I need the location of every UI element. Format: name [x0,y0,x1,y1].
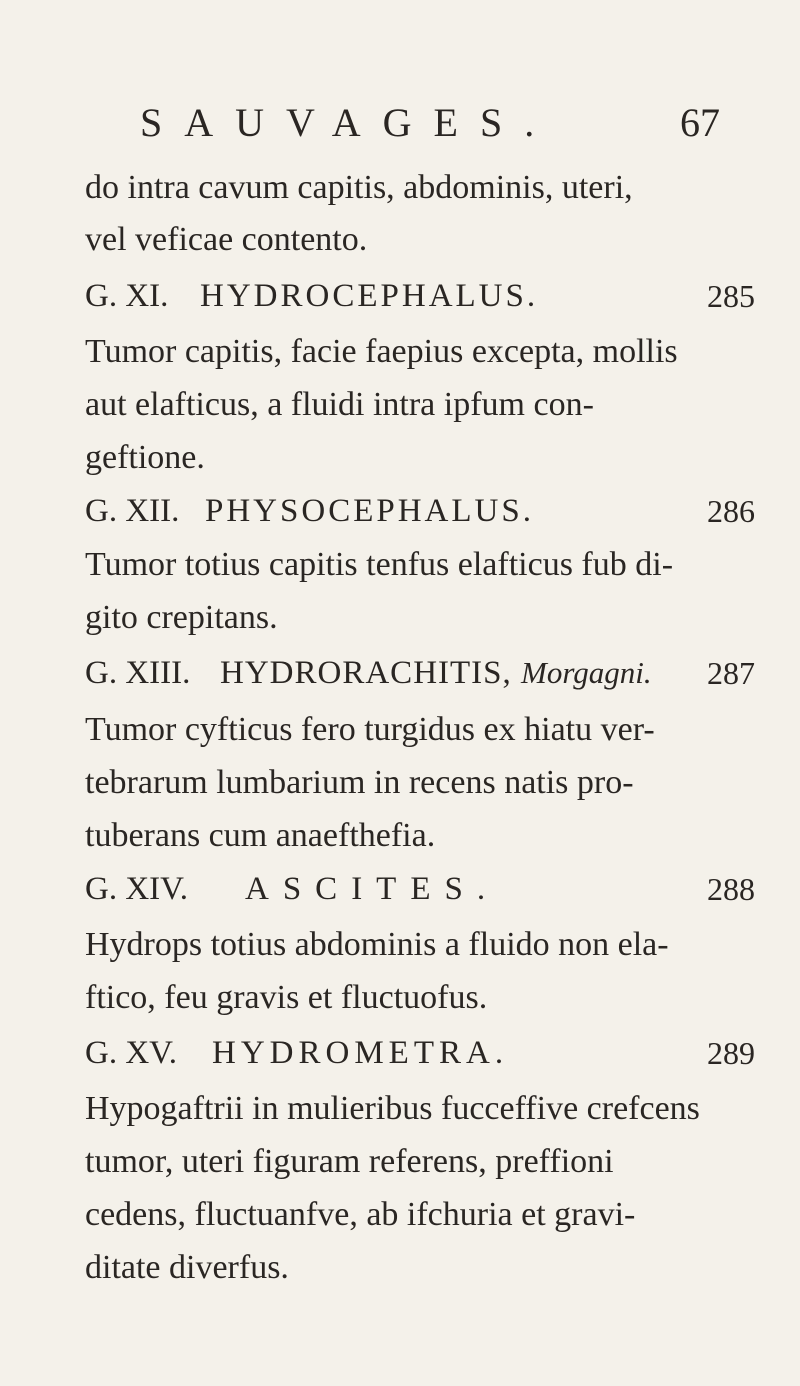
genus-name: HYDROCEPHALUS. [200,278,539,314]
text-line: do intra cavum capitis, abdominis, uteri, [85,169,633,206]
genus-description [85,538,745,644]
genus-number: 289 [707,1035,755,1071]
genus-code: G. XIII. [85,655,191,691]
genus-description [85,918,745,1024]
text-line: Tumor cyfticus fero turgidus ex hiatu ver- [85,711,655,748]
genus-number: 286 [707,493,755,529]
genus-description [85,1082,745,1294]
genus-name: HYDROMETRA. [212,1035,509,1071]
text-line: Tumor totius capitis tenfus elafticus fub di- [85,546,674,583]
genus-name [220,647,652,699]
genus-code: G. XII. [85,493,180,529]
genus-heading [85,647,755,699]
text-line: tumor, uteri figuram referens, preffioni [85,1143,614,1180]
genus-heading [85,863,755,915]
text-line: vel veficae contento. [85,221,368,258]
text-line: ditate diverfus. [85,1249,289,1286]
genus-code: G. XV. [85,1035,177,1071]
genus-heading [85,1027,755,1079]
genus-name: ASCITES. [245,871,500,907]
genus-heading [85,485,755,537]
text-line: Tumor capitis, facie faepius excepta, mollis [85,333,678,370]
genus-heading [85,270,755,322]
genus-code: G. XI. [85,278,169,314]
page-number: 67 [680,100,720,145]
genus-number: 288 [707,871,755,907]
text-line: cedens, fluctuanfve, ab ifchuria et gravi- [85,1196,636,1233]
genus-number: 285 [707,278,755,314]
text-line: ftico, feu gravis et fluctuofus. [85,979,488,1016]
genus-authority: Morgagni. [521,655,652,690]
text-line: aut elafticus, a fluidi intra ipfum con- [85,386,594,423]
text-line: geftione. [85,439,205,476]
genus-description [85,703,745,862]
text-line: tuberans cum anaefthefia. [85,817,436,854]
genus-name-text: HYDRORACHITIS, [220,655,512,691]
genus-number: 287 [707,655,755,691]
page-header [140,98,740,148]
genus-description [85,325,745,484]
text-line: gito crepitans. [85,599,278,636]
intro-text [85,162,745,266]
genus-name: PHYSOCEPHALUS. [205,493,534,529]
genus-code: G. XIV. [85,871,188,907]
text-line: Hydrops totius abdominis a fluido non ela- [85,926,669,963]
text-line: tebrarum lumbarium in recens natis pro- [85,764,634,801]
running-title: SAUVAGES. [140,100,557,145]
text-line: Hypogaftrii in mulieribus fucceffive crefcens [85,1090,700,1127]
